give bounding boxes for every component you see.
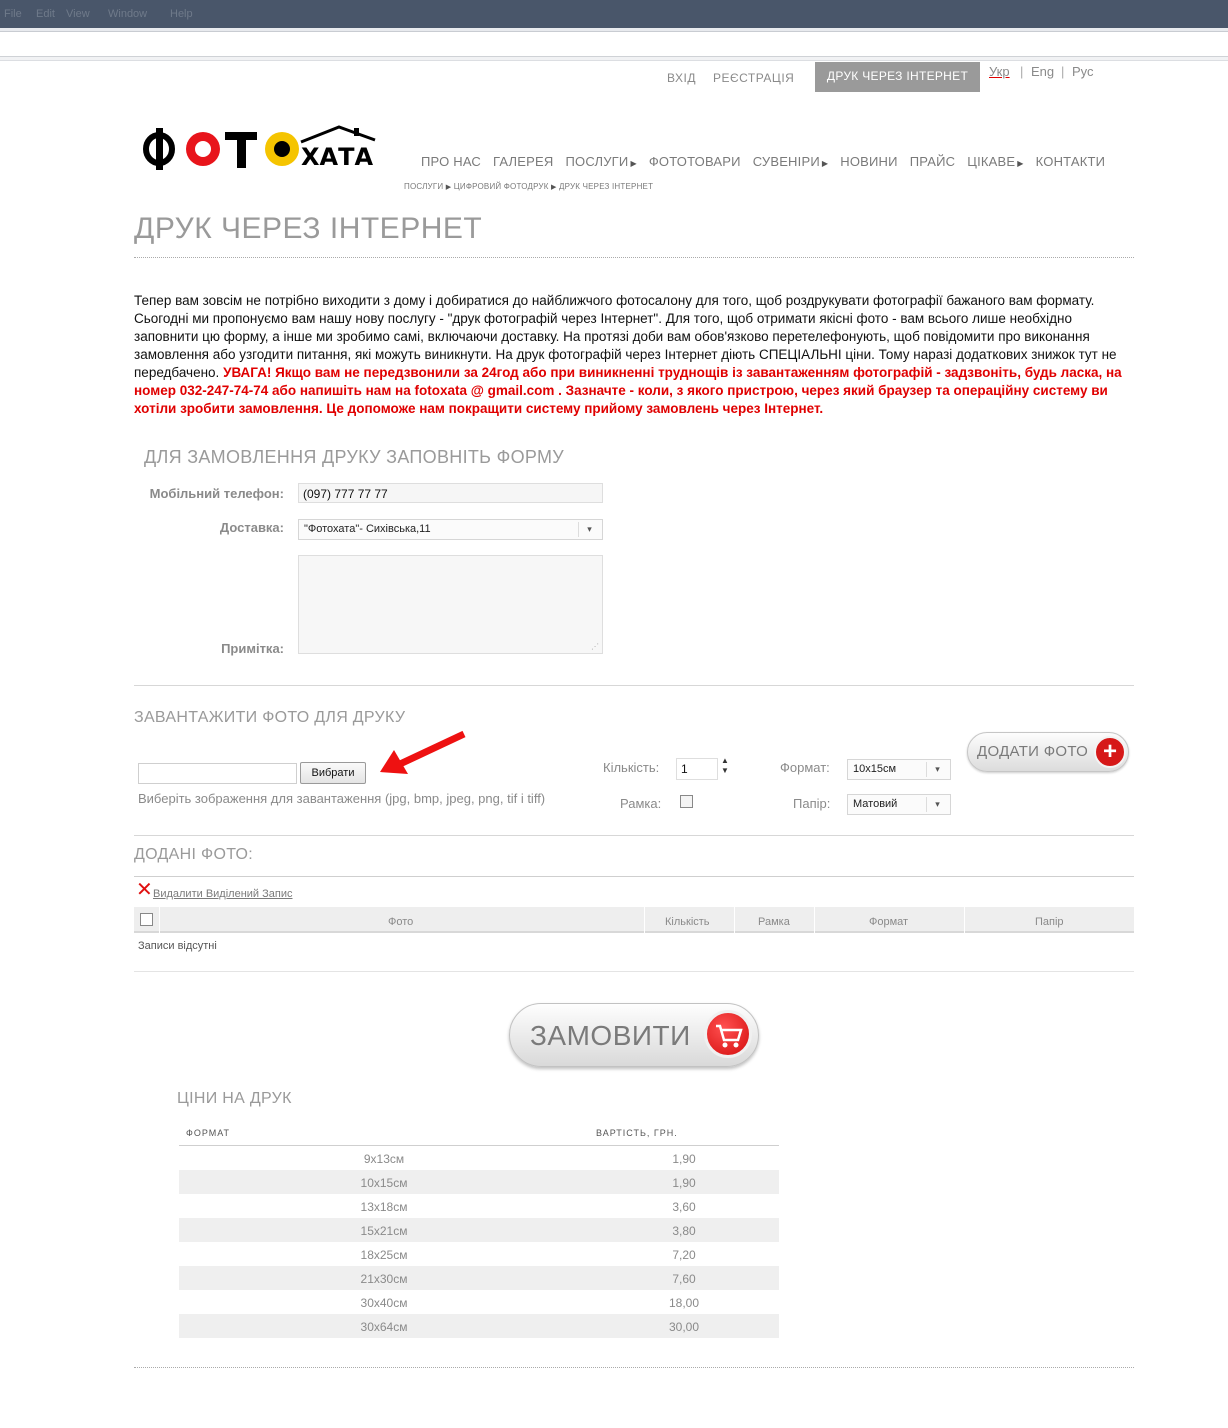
chevron-down-icon[interactable]: ▾: [926, 797, 948, 812]
browser-menu-help[interactable]: Help: [170, 8, 193, 20]
chevron-down-icon[interactable]: ▾: [578, 522, 600, 537]
quantity-input[interactable]: 1: [676, 758, 718, 780]
chevron-right-icon: ▶: [1017, 159, 1024, 168]
frame-label: Рамка:: [620, 796, 662, 811]
delete-selected-link[interactable]: Видалити Виділений Запис: [153, 888, 293, 900]
intro-text: [134, 292, 1134, 418]
chevron-right-icon: ▶: [630, 159, 637, 168]
cart-icon: [704, 1010, 752, 1058]
login-link[interactable]: ВХІД: [667, 71, 696, 85]
form-divider: [134, 685, 1134, 686]
phone-input[interactable]: (097) 777 77 77: [298, 483, 603, 503]
menu-item-news[interactable]: НОВИНИ: [840, 154, 898, 169]
site-logo[interactable]: [143, 124, 378, 174]
added-photos-title: ДОДАНІ ФОТО:: [134, 846, 254, 863]
intro-paragraph: Тепер вам зовсім не потрібно виходити з дому і добиратися до найближчого фотосалону для того, щоб роздрукувати фотографії бажаного вам формату. Сьогодні ми пропонуємо вам нашу нову послугу - "друк фотографій через Інтернет". Для того, щоб отримати якісні фото - вам всього лише необхідно заповнити цю форму, а інше ми зробимо самі, включаючи доставку. На протязі доби вам обов'язково перетелефонують, щоб повідомити про виконання замовлення або узгодити питання, які можуть виникнути. На друк фотографій через Інтернет діють СПЕЦІАЛЬНІ ціни. Тому наразі додаткових знижок тут не передбачено.: [134, 293, 1117, 380]
browser-tabstrip: [0, 56, 1228, 61]
paper-select-value: Матовий: [853, 798, 898, 810]
register-link[interactable]: РЕЄСТРАЦІЯ: [713, 71, 795, 85]
logo-text-foto: [143, 124, 144, 125]
upload-divider: [134, 835, 1134, 836]
phone-label: Мобільний телефон:: [149, 486, 284, 501]
upload-hint: Виберіть зображення для завантаження (jpg, bmp, jpeg, png, tif i tiff): [138, 791, 546, 806]
price-row: 10x15см 1,90: [179, 1170, 779, 1194]
menu-item-photogoods[interactable]: ФОТОТОВАРИ: [648, 154, 741, 169]
menu-item-interesting-label: ЦІКАВЕ: [967, 154, 1016, 169]
file-path-input[interactable]: [138, 763, 297, 784]
menu-item-contacts[interactable]: КОНТАКТИ: [1035, 154, 1106, 169]
lang-ukr[interactable]: Укр: [989, 64, 1010, 79]
browser-menu-view[interactable]: View: [66, 8, 90, 20]
empty-records-text: Записи відсутні: [138, 940, 217, 952]
col-paper[interactable]: Папір: [1035, 916, 1064, 928]
price-row: 9x13см 1,90: [363, 1152, 696, 1166]
add-photo-label: ДОДАТИ ФОТО: [977, 743, 1089, 760]
price-row: 18x25см 7,20: [360, 1248, 696, 1262]
breadcrumb-digital-print[interactable]: ЦИФРОВИЙ ФОТОДРУК: [453, 182, 549, 191]
col-format[interactable]: Формат: [869, 916, 909, 928]
browser-menu-edit[interactable]: Edit: [36, 8, 55, 20]
lang-separator: |: [1061, 64, 1065, 79]
format-label: Формат:: [780, 760, 830, 775]
menu-item-services-label: ПОСЛУГИ: [565, 154, 629, 169]
added-photos-table-header: [134, 907, 1134, 933]
menu-item-gallery[interactable]: ГАЛЕРЕЯ: [493, 154, 554, 169]
prices-col-format: ФОРМАТ: [186, 1128, 231, 1138]
chevron-down-icon[interactable]: ▾: [926, 762, 948, 777]
main-menu: [421, 154, 1117, 169]
add-photo-button[interactable]: [967, 732, 1129, 772]
note-label: Примітка:: [221, 641, 284, 656]
browser-menu-window[interactable]: Window: [108, 8, 148, 20]
col-quantity[interactable]: Кількість: [665, 916, 710, 928]
browser-menu-file[interactable]: File: [4, 8, 22, 20]
chevron-right-icon: ▶: [551, 184, 557, 191]
prices-title: ЦІНИ НА ДРУК: [177, 1090, 292, 1107]
quantity-label: Кількість:: [603, 760, 660, 775]
plus-icon: +: [1094, 736, 1126, 768]
upload-title: ЗАВАНТАЖИТИ ФОТО ДЛЯ ДРУКУ: [134, 709, 406, 726]
price-row: 30x64см 30,00: [179, 1314, 779, 1338]
browser-toolbar: [0, 28, 1228, 32]
order-button-label: ЗАМОВИТИ: [530, 1020, 691, 1051]
menu-item-prices[interactable]: ПРАЙС: [909, 154, 956, 169]
lang-eng[interactable]: Eng: [1031, 64, 1055, 79]
note-textarea[interactable]: [298, 555, 603, 654]
lang-rus[interactable]: Рус: [1072, 64, 1094, 79]
col-frame[interactable]: Рамка: [758, 916, 790, 928]
logo-text-hata: ХАТА: [301, 143, 374, 171]
warning-text: УВАГА! Якщо вам не передзвонили за 24год або при виникненні труднощів із завантаженням фотографій - задзвоніть, будь ласка, на номер 032-247-74-74 або напишіть нам на fotoxata @ gmail.com . Зазначте - коли, з якого пристрою, через який браузер та операційну систему ви хотіли зробити замовлення. Це допоможе нам покращити систему прийому замовлень через Інтернет.: [134, 365, 1122, 416]
order-form-title: ДЛЯ ЗАМОВЛЕННЯ ДРУКУ ЗАПОВНІТЬ ФОРМУ: [144, 447, 565, 467]
browser-menubar: [0, 0, 1228, 28]
menu-item-souvenirs[interactable]: [753, 154, 829, 169]
breadcrumb-current: ДРУК ЧЕРЕЗ ІНТЕРНЕТ: [559, 182, 654, 191]
chevron-right-icon: ▶: [445, 184, 452, 191]
format-select[interactable]: [847, 759, 951, 780]
chevron-right-icon: ▶: [821, 159, 829, 168]
frame-checkbox[interactable]: [680, 795, 693, 808]
delete-icon[interactable]: ✕: [136, 879, 153, 901]
added-divider: [134, 876, 1134, 877]
delivery-label: Доставка:: [219, 520, 284, 535]
select-all-checkbox[interactable]: [140, 913, 153, 926]
price-row: 30x40см 18,00: [360, 1296, 700, 1310]
order-button[interactable]: [509, 1003, 759, 1067]
menu-item-interesting[interactable]: [967, 154, 1023, 169]
col-photo[interactable]: Фото: [388, 916, 414, 928]
resize-grip-icon[interactable]: ⋰: [591, 642, 599, 651]
browse-button[interactable]: Вибрати: [300, 762, 366, 784]
paper-label: Папір:: [793, 796, 831, 811]
price-row: 13x18см 3,60: [360, 1200, 696, 1214]
prices-col-price: ВАРТІСТЬ, ГРН.: [596, 1128, 678, 1138]
menu-item-souvenirs-label: СУВЕНІРИ: [752, 154, 820, 169]
price-row: 21x30см 7,60: [179, 1266, 779, 1290]
page-title: ДРУК ЧЕРЕЗ ІНТЕРНЕТ: [134, 212, 483, 245]
paper-select[interactable]: [847, 794, 951, 815]
menu-item-services[interactable]: [565, 154, 636, 169]
delivery-select-value: "Фотохата"- Сихівська,11: [304, 523, 431, 535]
tab-print-online[interactable]: ДРУК ЧЕРЕЗ ІНТЕРНЕТ: [815, 62, 980, 92]
footer-divider: [134, 1367, 1134, 1368]
breadcrumb-services[interactable]: ПОСЛУГИ: [404, 182, 444, 191]
delivery-select[interactable]: [298, 519, 603, 540]
lang-separator: |: [1020, 64, 1024, 79]
table-divider: [134, 971, 1134, 972]
quantity-stepper[interactable]: ▲ ▼: [721, 756, 729, 775]
breadcrumb: [404, 182, 653, 191]
menu-item-about[interactable]: ПРО НАС: [421, 154, 482, 169]
format-select-value: 10x15см: [853, 763, 897, 775]
red-arrow-annotation: [376, 726, 468, 776]
price-row: 15x21см 3,80: [179, 1218, 779, 1242]
title-divider: [134, 257, 1134, 258]
